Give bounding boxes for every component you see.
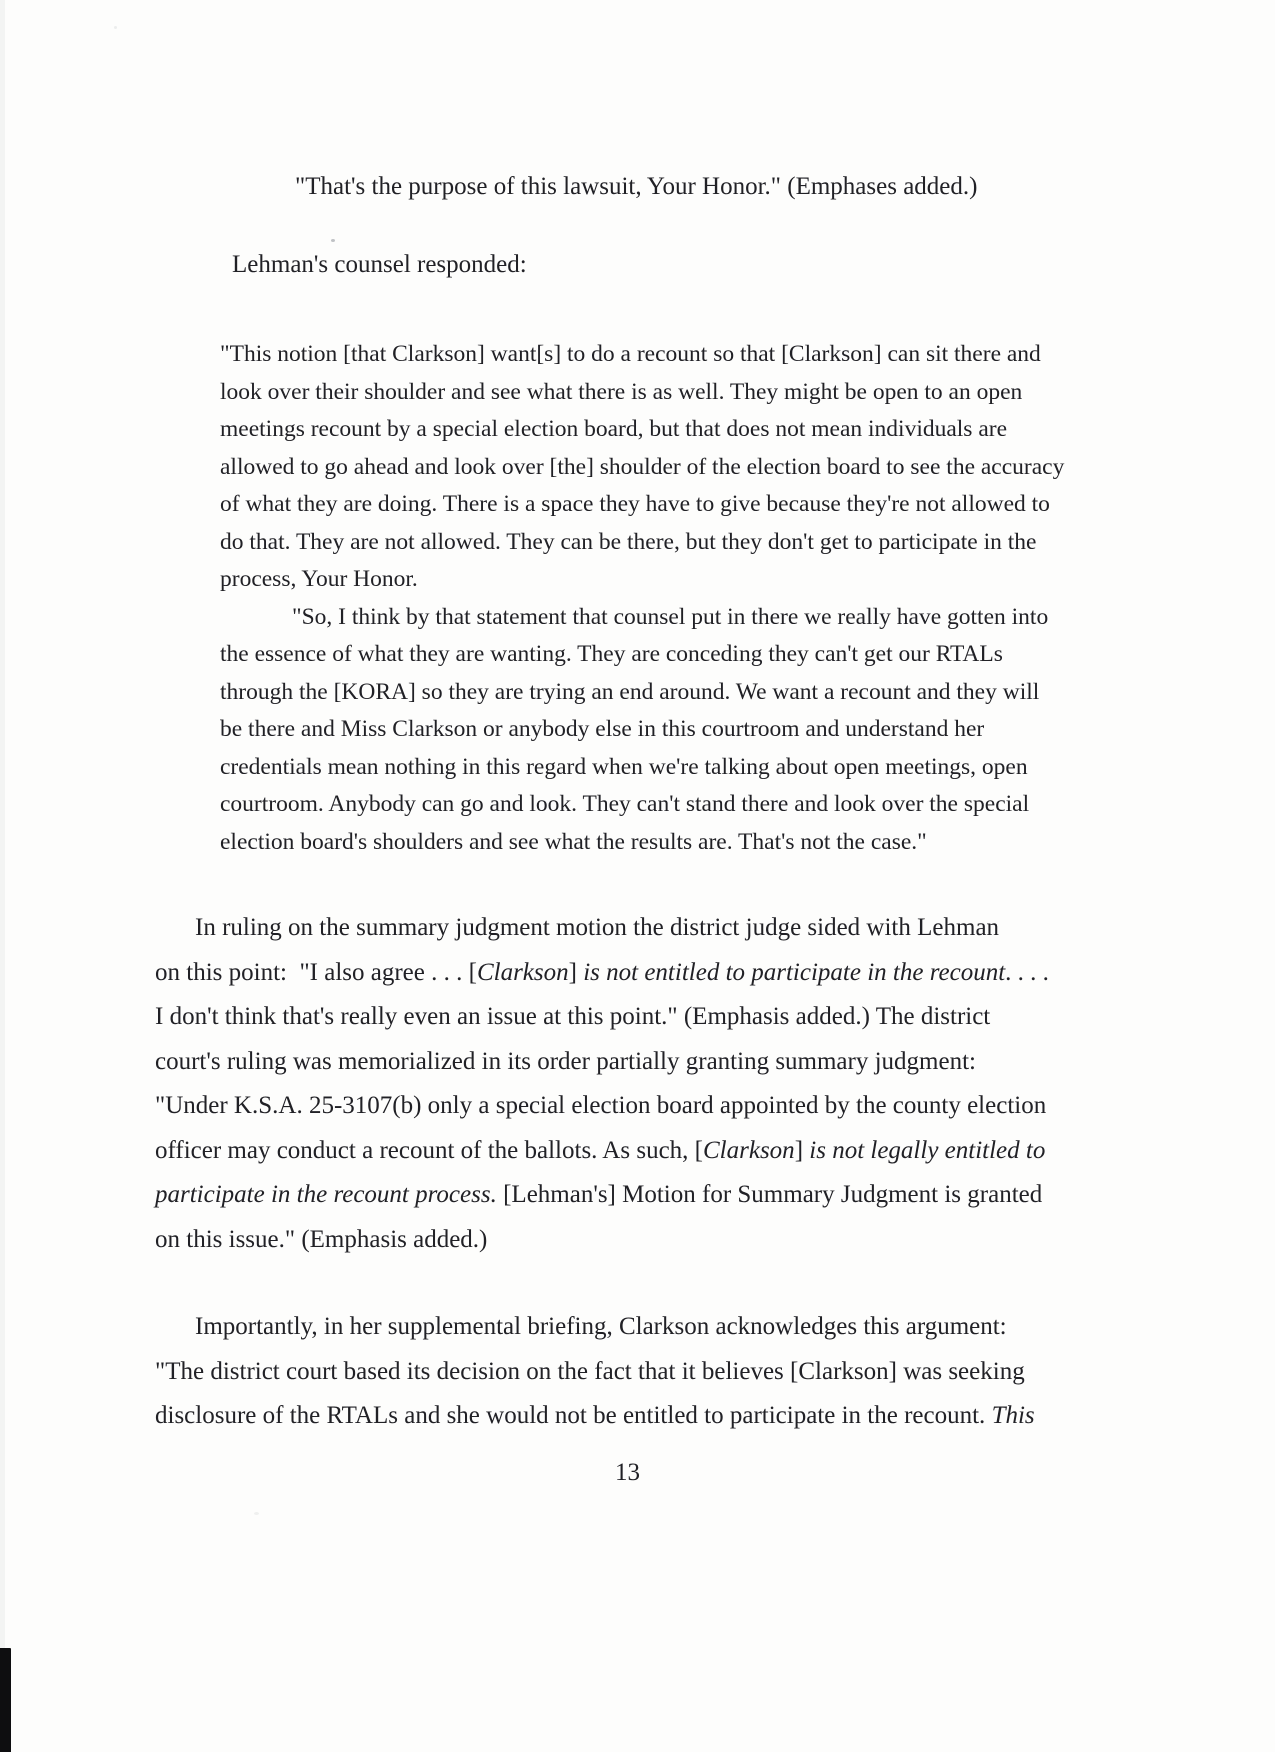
text-line: "This notion [that Clarkson] want[s] to do a recount so that [Clarkson] can sit there and — [220, 341, 1041, 367]
scan-speck — [331, 239, 335, 242]
text-line: courtroom. Anybody can go and look. They can't stand there and look over the special — [220, 791, 1030, 817]
text-line: participate in the recount process. [Lehman's] Motion for Summary Judgment is granted — [155, 1181, 1043, 1208]
text-line: the essence of what they are wanting. They are conceding they can't get our RTALs — [220, 641, 1003, 667]
text-line: "The district court based its decision on the fact that it believes [Clarkson] was seeking — [155, 1357, 1025, 1385]
lead-in-sentence: Lehman's counsel responded: — [232, 251, 527, 278]
text-line: on this issue." (Emphasis added.) — [155, 1225, 488, 1253]
page-number: 13 — [615, 1459, 640, 1486]
scan-edge-bar-artifact — [0, 1648, 11, 1752]
text-line: "So, I think by that statement that counsel put in there we really have gotten into — [292, 603, 1049, 630]
text-line: election board's shoulders and see what the results are. That's not the case." — [220, 828, 927, 855]
block-quote — [220, 336, 1064, 861]
paragraph-summary-judgment-ruling — [155, 906, 1049, 1262]
text-line: In ruling on the summary judgment motion the district judge sided with Lehman — [195, 914, 1000, 941]
text-line: be there and Miss Clarkson or anybody else in this courtroom and understand her — [220, 716, 985, 742]
text-line: do that. They are not allowed. They can be there, but they don't get to participate in the — [220, 528, 1037, 555]
text-line: disclosure of the RTALs and she would not be entitled to participate in the recount. This — [155, 1402, 1035, 1429]
paragraph-clarkson-acknowledgment — [155, 1305, 1035, 1439]
scan-edge-shadow — [0, 0, 5, 1752]
text-line: allowed to go ahead and look over [the] shoulder of the election board to see the accuracy — [220, 453, 1065, 480]
text-line: through the [KORA] so they are trying an end around. We want a recount and they will — [220, 678, 1040, 705]
text-line: I don't think that's really even an issue at this point." (Emphasis added.) The district — [155, 1003, 991, 1030]
text-line: process, Your Honor. — [220, 566, 418, 592]
text-line: credentials mean nothing in this regard when we're talking about open meetings, open — [220, 753, 1028, 780]
text-line: court's ruling was memorialized in its order partially granting summary judgment: — [155, 1047, 976, 1075]
text-line: on this point: "I also agree . . . [Clarkson] is not entitled to participate in the recount. . . . — [155, 958, 1049, 986]
scan-speck — [114, 26, 117, 29]
scan-speck — [254, 1512, 259, 1515]
block-quote-paragraph-1 — [220, 336, 1064, 599]
quote-closing-line: "That's the purpose of this lawsuit, Your Honor." (Emphases added.) — [295, 173, 978, 200]
block-quote-paragraph-2 — [220, 599, 1064, 862]
text-line: Importantly, in her supplemental briefing, Clarkson acknowledges this argument: — [195, 1313, 1007, 1340]
text-line: officer may conduct a recount of the ballots. As such, [Clarkson] is not legally entitled to — [155, 1136, 1046, 1164]
text-line: look over their shoulder and see what there is as well. They might be open to an open — [220, 378, 1023, 405]
text-line: meetings recount by a special election board, but that does not mean individuals are — [220, 416, 1008, 442]
text-line: of what they are doing. There is a space they have to give because they're not allowed to — [220, 491, 1050, 517]
text-line: "Under K.S.A. 25-3107(b) only a special election board appointed by the county election — [155, 1092, 1047, 1119]
